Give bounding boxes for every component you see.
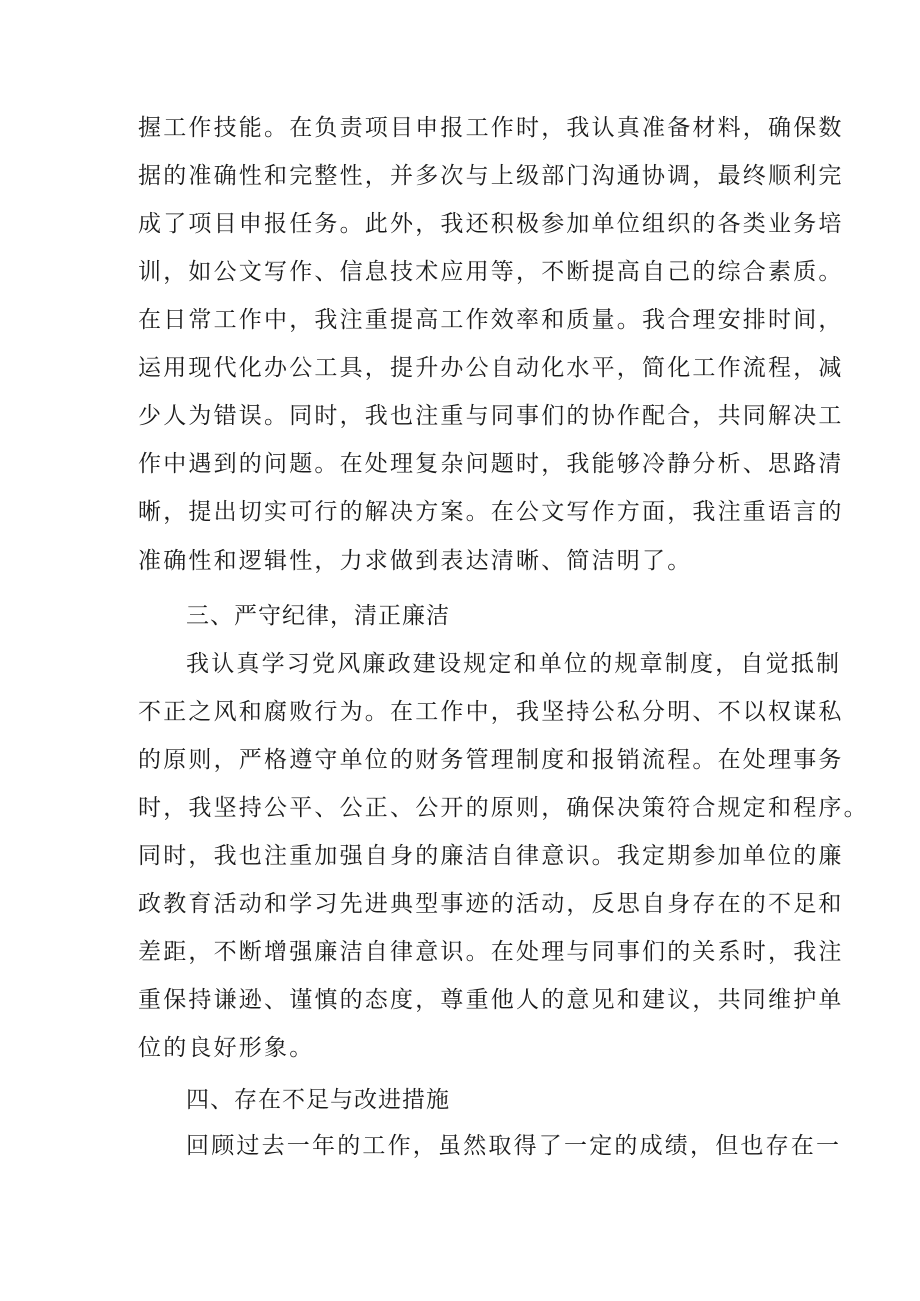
- paragraph-line: 训，如公文写作、信息技术应用等，不断提高自己的综合素质。: [138, 259, 844, 285]
- paragraph-line: 不正之风和腐败行为。在工作中，我坚持公私分明、不以权谋私: [138, 699, 844, 725]
- paragraph-line: 重保持谦逊、谨慎的态度，尊重他人的意见和建议，共同维护单: [138, 987, 844, 1013]
- paragraph-line: 时，我坚持公平、公正、公开的原则，确保决策符合规定和程序。: [138, 795, 869, 821]
- paragraph-line: 我认真学习党风廉政建设规定和单位的规章制度，自觉抵制: [186, 651, 842, 677]
- paragraph-line: 准确性和逻辑性，力求做到表达清晰、简洁明了。: [138, 548, 693, 574]
- paragraph-line: 运用现代化办公工具，提升办公自动化水平，简化工作流程，减: [138, 355, 844, 381]
- paragraph-line: 回顾过去一年的工作，虽然取得了一定的成绩，但也存在一: [186, 1133, 842, 1159]
- paragraph-line: 的原则，严格遵守单位的财务管理制度和报销流程。在处理事务: [138, 747, 844, 773]
- paragraph-line: 作中遇到的问题。在处理复杂问题时，我能够冷静分析、思路清: [138, 451, 844, 477]
- section-heading: 三、严守纪律，清正廉洁: [186, 603, 450, 629]
- paragraph-line: 晰，提出切实可行的解决方案。在公文写作方面，我注重语言的: [138, 499, 844, 525]
- paragraph-line: 同时，我也注重加强自身的廉洁自律意识。我定期参加单位的廉: [138, 843, 844, 869]
- paragraph-line: 政教育活动和学习先进典型事迹的活动，反思自身存在的不足和: [138, 891, 844, 917]
- paragraph-line: 据的准确性和完整性，并多次与上级部门沟通协调，最终顺利完: [138, 163, 844, 189]
- paragraph-line: 少人为错误。同时，我也注重与同事们的协作配合，共同解决工: [138, 403, 844, 429]
- section-heading: 四、存在不足与改进措施: [186, 1087, 450, 1113]
- paragraph-line: 在日常工作中，我注重提高工作效率和质量。我合理安排时间，: [138, 307, 844, 333]
- paragraph-line: 握工作技能。在负责项目申报工作时，我认真准备材料，确保数: [138, 115, 844, 141]
- paragraph-line: 成了项目申报任务。此外，我还积极参加单位组织的各类业务培: [138, 211, 844, 237]
- paragraph-line: 位的良好形象。: [138, 1035, 315, 1061]
- paragraph-line: 差距，不断增强廉洁自律意识。在处理与同事们的关系时，我注: [138, 939, 844, 965]
